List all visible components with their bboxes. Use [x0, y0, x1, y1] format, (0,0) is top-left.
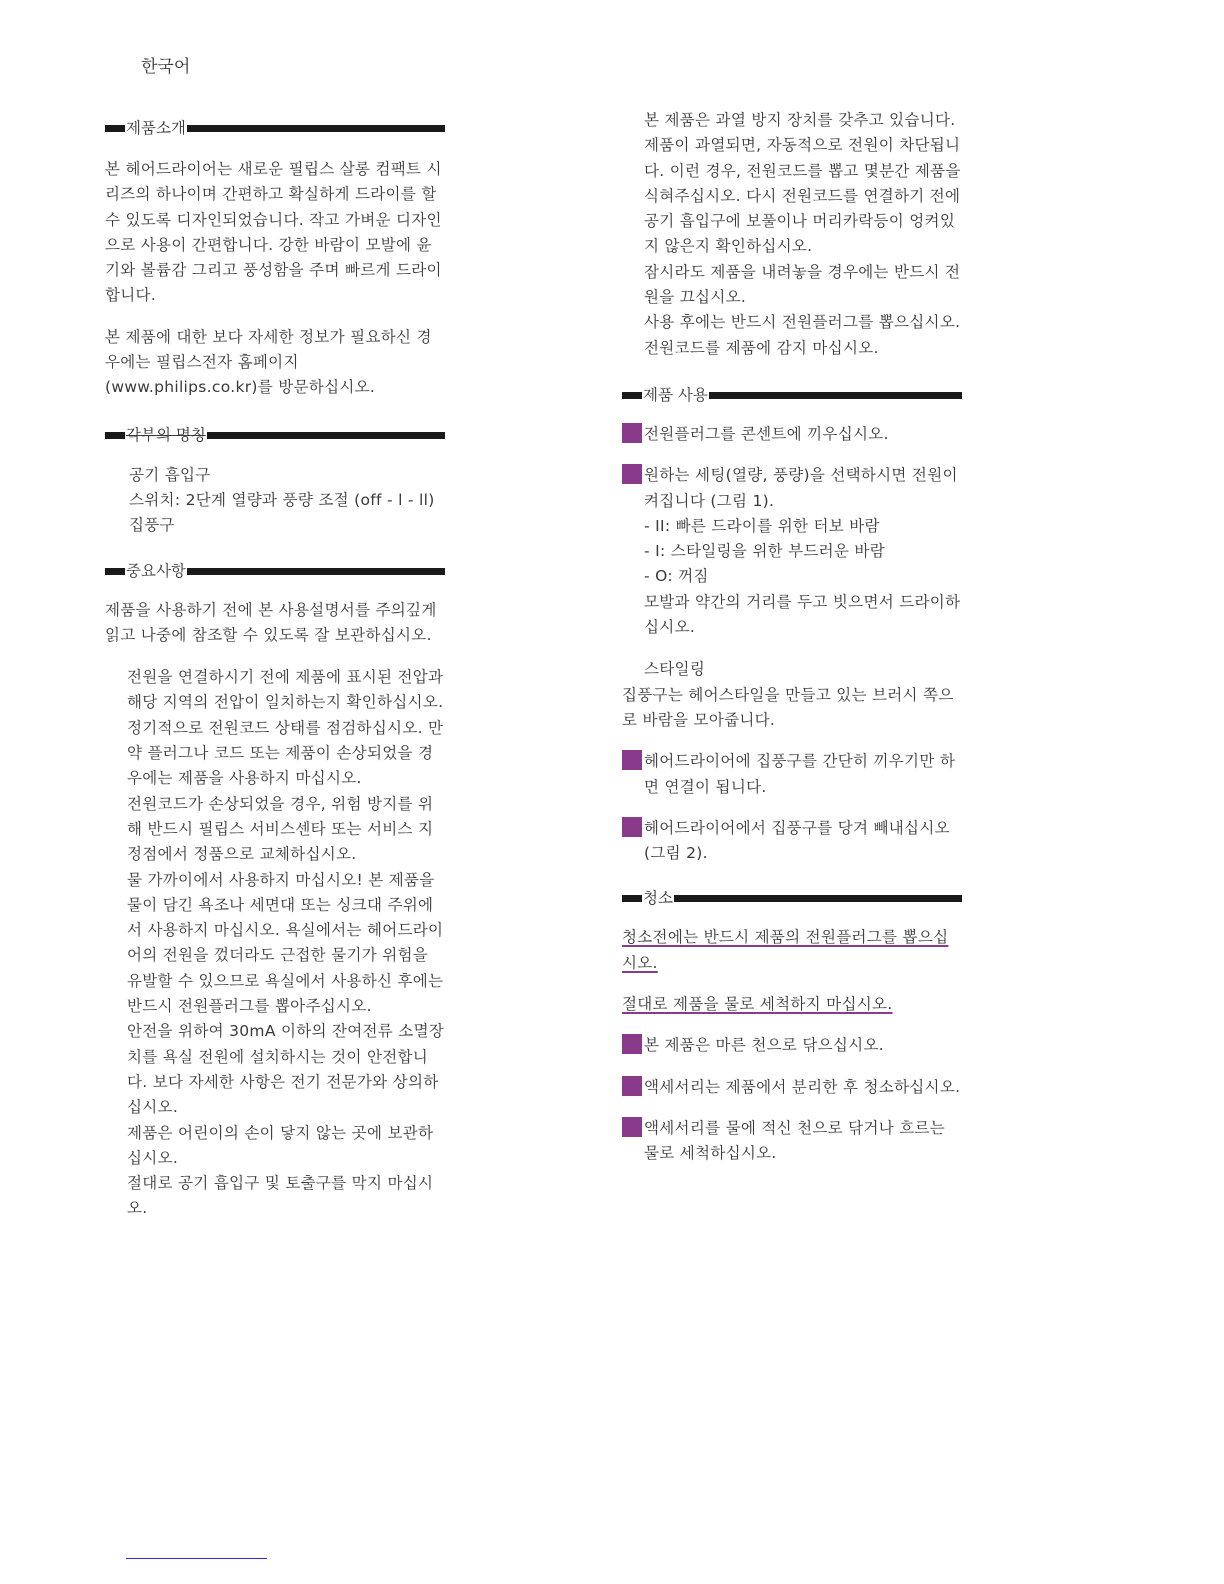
list-item: 잠시라도 제품을 내려놓을 경우에는 반드시 전원을 끄십시오.: [644, 262, 961, 307]
setting-option: - I: 스타일링을 위한 부드러운 바람: [644, 542, 885, 561]
bullet-square-icon: [622, 1117, 642, 1137]
bullet-square-icon: [622, 1034, 642, 1054]
setting-option: - II: 빠른 드라이를 위한 터보 바람: [644, 516, 880, 535]
important-list: [105, 665, 445, 1222]
step-text: 헤어드라이어에서 집풍구를 당겨 빼내십시오 (그림 2).: [644, 818, 950, 863]
bullet-square-icon: [622, 750, 642, 770]
bullet-square-icon: [622, 423, 642, 443]
usage-tip: 모발과 약간의 거리를 두고 빗으면서 드라이하십시오.: [644, 592, 961, 637]
cleaning-step: [622, 1116, 962, 1167]
heading-text: 제품소개: [126, 119, 186, 137]
list-item: 제품은 어린이의 손이 닿지 않는 곳에 보관하십시오.: [127, 1123, 434, 1167]
cleaning-step: [622, 1033, 962, 1058]
list-item: 물 가까이에서 사용하지 마십시오! 본 제품을 물이 담긴 욕조나 세면대 또는 싱크대 주위에서 사용하지 마십시오. 욕실에서는 헤어드라이어의 전원을 껐더라도 근접한 물기가 위험을 유발할 수 있으므로 욕실에서 사용하신 후에는 반드시 전원플러그를 뽑아주십시오.: [127, 870, 444, 1016]
cleaning-warning: 청소전에는 반드시 제품의 전원플러그를 뽑으십시오.: [622, 928, 949, 972]
section-heading-usage: [622, 383, 962, 408]
list-item: 절대로 공기 흡입구 및 토출구를 막지 마십시오.: [127, 1174, 434, 1218]
step-text: 전원플러그를 콘센트에 끼우십시오.: [644, 424, 889, 443]
section-heading-cleaning: [622, 886, 962, 911]
list-item: 공기 흡입구: [129, 465, 211, 484]
styling-text: 집풍구는 헤어스타일을 만들고 있는 브러시 쪽으로 바람을 모아줍니다.: [622, 685, 954, 729]
language-label: 한국어: [141, 57, 191, 77]
heading-text: 각부의 명칭: [126, 425, 206, 444]
cleaning-warning: 절대로 제품을 물로 세척하지 마십시오.: [622, 995, 893, 1014]
setting-options: [622, 514, 962, 640]
heading-text: 중요사항: [126, 561, 186, 580]
intro-paragraph: 본 헤어드라이어는 새로운 필립스 살롱 컴팩트 시리즈의 하나이며 간편하고 확실하게 드라이를 할 수 있도록 디자인되었습니다. 작고 가벼운 디자인으로 사용이 간편합니다. 강한 바람이 모발에 윤기와 볼륨감 그리고 풍성함을 주며 빠르게 드라이합니다.: [105, 160, 442, 305]
usage-step: [622, 749, 962, 800]
section-heading-parts: [105, 423, 445, 448]
list-item: 본 제품은 과열 방지 장치를 갖추고 있습니다. 제품이 과열되면, 자동적으로 전원이 차단됩니다. 이런 경우, 전원코드를 뽑고 몇분간 제품을 식혀주십시오. 다시 전원코드를 연결하기 전에 공기 흡입구에 보풀이나 머리카락등이 엉켜있지 않은지 확인하십시오.: [644, 111, 961, 256]
right-column: [622, 108, 962, 1167]
heading-text: 제품 사용: [643, 385, 708, 404]
heading-text: 청소: [643, 889, 673, 908]
parts-list: [105, 463, 445, 539]
left-column: [105, 108, 445, 1222]
cleaning-step: [622, 1075, 962, 1100]
bullet-square-icon: [622, 817, 642, 837]
list-item: 전원코드를 제품에 감지 마십시오.: [644, 338, 879, 357]
important-continued-list: [622, 108, 962, 361]
list-item: 스위치: 2단계 열량과 풍량 조절 (off - l - ll): [129, 490, 435, 509]
footer-rule: [126, 1558, 267, 1559]
step-text: 본 제품은 마른 천으로 닦으십시오.: [644, 1036, 884, 1055]
step-text: 헤어드라이어에 집풍구를 간단히 끼우기만 하면 연결이 됩니다.: [644, 752, 956, 796]
styling-title: 스타일링: [644, 660, 706, 679]
list-item: 전원을 연결하시기 전에 제품에 표시된 전압과 해당 지역의 전압이 일치하는지 확인하십시오.: [127, 668, 444, 712]
step-text: 액세서리는 제품에서 분리한 후 청소하십시오.: [644, 1077, 961, 1096]
list-item: 전원코드가 손상되었을 경우, 위험 방지를 위해 반드시 필립스 서비스센타 또는 서비스 지정점에서 정품으로 교체하십시오.: [127, 794, 434, 864]
section-heading-intro: [105, 116, 445, 141]
list-item: 집풍구: [129, 516, 175, 535]
info-paragraph: 본 제품에 대한 보다 자세한 정보가 필요하신 경우에는 필립스전자 홈페이지 (www.philips.co.kr)를 방문하십시오.: [105, 327, 432, 397]
setting-option: - O: 꺼짐: [644, 567, 709, 586]
step-text: 액세서리를 물에 적신 천으로 닦거나 흐르는 물로 세척하십시오.: [644, 1118, 946, 1163]
bullet-square-icon: [622, 464, 642, 484]
bullet-square-icon: [622, 1076, 642, 1096]
usage-step: [622, 463, 962, 514]
list-item: 정기적으로 전원코드 상태를 점검하십시오. 만약 플러그나 코드 또는 제품이 손상되었을 경우에는 제품을 사용하지 마십시오.: [127, 718, 444, 788]
usage-step: [622, 422, 962, 447]
step-text: 원하는 세팅(열량, 풍량)을 선택하시면 전원이 켜집니다 (그림 1).: [644, 466, 958, 510]
section-heading-important: [105, 559, 445, 584]
list-item: 안전을 위하여 30mA 이하의 잔여전류 소멸장치를 욕실 전원에 설치하시는 것이 안전합니다. 보다 자세한 사항은 전기 전문가와 상의하십시오.: [127, 1022, 445, 1117]
usage-step: [622, 816, 962, 867]
list-item: 사용 후에는 반드시 전원플러그를 뽑으십시오.: [644, 313, 961, 332]
important-intro: 제품을 사용하기 전에 본 사용설명서를 주의깊게 읽고 나중에 참조할 수 있도록 잘 보관하십시오.: [105, 600, 437, 644]
